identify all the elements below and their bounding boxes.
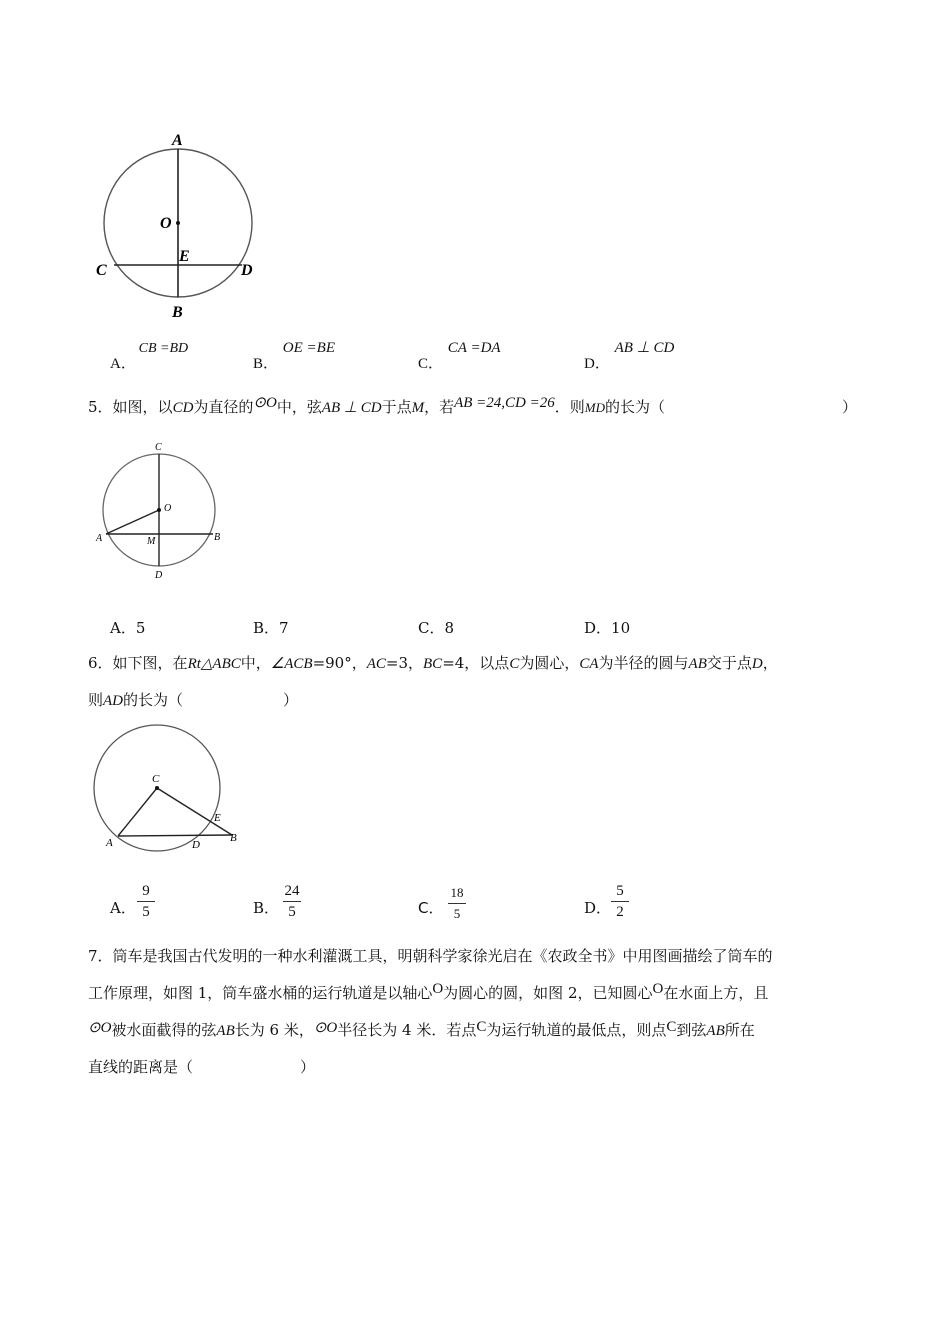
option-letter: C． bbox=[418, 356, 444, 372]
q5-math: CD bbox=[172, 400, 194, 416]
q5-math: AB =24,CD =26 bbox=[454, 395, 555, 411]
q6-text: 为圆心， bbox=[519, 654, 580, 672]
center-dot bbox=[157, 508, 161, 512]
q7-math: AB bbox=[216, 1023, 235, 1039]
center-dot bbox=[176, 221, 180, 225]
q6-text: 为半径的圆与 bbox=[598, 654, 689, 672]
q5-text: ，若 bbox=[424, 398, 455, 416]
q5-option-a[interactable] bbox=[110, 617, 145, 639]
q7-text: 长为 6 米， bbox=[234, 1021, 314, 1039]
q5-text: 的长为（ bbox=[605, 398, 666, 416]
q6-stem-line2 bbox=[88, 689, 183, 712]
numerator: 18 bbox=[450, 885, 464, 900]
figure-q5-circle bbox=[92, 438, 232, 583]
option-letter: D． bbox=[584, 356, 610, 372]
option-letter: B． bbox=[253, 899, 280, 917]
q6-option-b-fraction bbox=[277, 882, 307, 921]
fraction-bar bbox=[283, 901, 301, 902]
numerator: 9 bbox=[142, 883, 150, 899]
label-a: A bbox=[106, 837, 113, 849]
fraction-bar bbox=[448, 903, 466, 904]
q6-math: CA bbox=[579, 656, 599, 672]
option-letter: A． bbox=[110, 356, 136, 372]
q6-option-c-fraction bbox=[442, 884, 472, 923]
q6-text: =3， bbox=[385, 654, 424, 672]
q5-number: 5． bbox=[88, 398, 113, 416]
q7-line4 bbox=[88, 1056, 193, 1078]
q6-math: AC bbox=[366, 656, 386, 672]
q4-option-a[interactable] bbox=[110, 336, 190, 372]
q6-option-b[interactable] bbox=[253, 897, 279, 919]
q7-line3 bbox=[88, 1019, 755, 1042]
label-d: D bbox=[192, 839, 200, 851]
denominator: 5 bbox=[288, 904, 296, 920]
radius-oa bbox=[106, 510, 159, 534]
q6-math: C bbox=[509, 656, 520, 672]
option-expr: AB ⊥ CD bbox=[614, 340, 675, 356]
q7-text: 工作原理，如图 1，筒车盛水桶的运行轨道是以轴心 bbox=[88, 984, 433, 1002]
q5-math: M bbox=[411, 400, 425, 416]
label-c: C bbox=[152, 773, 160, 785]
q4-option-c[interactable] bbox=[418, 336, 501, 372]
option-letter: C． bbox=[418, 899, 444, 917]
q7-text: 为运行轨道的最低点，则点 bbox=[486, 1021, 667, 1039]
q5-math: AB ⊥ CD bbox=[321, 400, 382, 416]
q5-text: 为直径的 bbox=[193, 398, 254, 416]
label-b: B bbox=[214, 532, 221, 543]
fraction-bar bbox=[137, 901, 155, 902]
q6-text: 中， bbox=[240, 654, 271, 672]
segment-cb bbox=[157, 788, 232, 835]
q7-text: 直线的距离是（ bbox=[88, 1058, 194, 1076]
label-o: O bbox=[160, 215, 172, 232]
q6-text: ， bbox=[762, 654, 778, 672]
fraction-bar bbox=[611, 901, 629, 902]
q6-number: 6． bbox=[88, 654, 113, 672]
q4-option-b[interactable] bbox=[253, 336, 335, 372]
q5-text: 于点 bbox=[381, 398, 412, 416]
numerator: 5 bbox=[616, 883, 624, 899]
segment-ca bbox=[118, 788, 157, 836]
q6-text: =4，以点 bbox=[442, 654, 510, 672]
q5-math: ⊙O bbox=[253, 395, 277, 411]
q6-math: AB bbox=[688, 656, 707, 672]
figure-q4-circle bbox=[90, 125, 270, 325]
option-value: 8 bbox=[444, 619, 455, 637]
label-a: A bbox=[96, 533, 103, 544]
q5-math: MD bbox=[584, 400, 606, 415]
segment-ab bbox=[118, 835, 232, 836]
q5-text: ．则 bbox=[554, 398, 585, 416]
label-d: D bbox=[155, 570, 163, 581]
option-letter: C． bbox=[418, 619, 445, 637]
q5-stem bbox=[88, 396, 665, 419]
q6-option-d-fraction bbox=[605, 882, 635, 921]
label-a: A bbox=[172, 132, 183, 149]
figure-q6-circle bbox=[88, 722, 248, 857]
q7-math: AB bbox=[706, 1023, 725, 1039]
option-letter: D． bbox=[584, 899, 612, 917]
q7-math: O bbox=[432, 981, 444, 997]
q7-line1: 7．筒车是我国古代发明的一种水利灌溉工具，明朝科学家徐光启在《农政全书》中用图画描绘了筒车的 bbox=[88, 947, 773, 965]
q6-math: D bbox=[751, 656, 763, 672]
label-o: O bbox=[164, 503, 172, 514]
denominator: 5 bbox=[142, 904, 150, 920]
q7-close-paren: ） bbox=[300, 1058, 316, 1076]
q5-option-b[interactable] bbox=[253, 617, 289, 639]
option-expr: OE =BE bbox=[282, 340, 335, 356]
q6-text: 则 bbox=[88, 691, 104, 709]
option-letter: B． bbox=[253, 356, 279, 372]
label-m: M bbox=[147, 536, 156, 547]
option-value: 7 bbox=[279, 619, 289, 637]
option-letter: A． bbox=[110, 899, 136, 917]
option-value: 10 bbox=[611, 619, 631, 637]
numerator: 24 bbox=[284, 883, 300, 899]
label-c: C bbox=[96, 262, 107, 279]
option-letter: A． bbox=[110, 619, 136, 637]
q6-option-c[interactable] bbox=[418, 897, 443, 919]
q5-text: 中，弦 bbox=[276, 398, 322, 416]
q7-math: C bbox=[666, 1019, 677, 1035]
q6-math: ∠ACB bbox=[270, 656, 313, 672]
q7-text: 在水面上方，且 bbox=[663, 984, 769, 1002]
q4-option-d[interactable] bbox=[584, 336, 675, 372]
q6-close-paren: ） bbox=[283, 691, 299, 709]
q6-text: =90°， bbox=[312, 654, 367, 672]
label-b: B bbox=[230, 832, 237, 844]
q6-text: 交于点 bbox=[706, 654, 752, 672]
q7-text: 半径长为 4 米．若点 bbox=[337, 1021, 477, 1039]
denominator: 2 bbox=[616, 904, 624, 920]
q5-option-d[interactable] bbox=[584, 617, 630, 639]
q7-math: ⊙O bbox=[88, 1020, 112, 1036]
option-letter: D． bbox=[584, 619, 612, 637]
center-dot bbox=[155, 786, 159, 790]
q5-option-c[interactable] bbox=[418, 617, 454, 639]
option-letter: B． bbox=[253, 619, 280, 637]
option-expr: CA =DA bbox=[447, 340, 501, 356]
label-c: C bbox=[155, 442, 162, 453]
label-d: D bbox=[241, 262, 253, 279]
q7-math: ⊙O bbox=[313, 1020, 338, 1036]
q6-text: 如下图，在 bbox=[112, 654, 188, 672]
option-value: 5 bbox=[135, 619, 146, 637]
q7-line2 bbox=[88, 982, 768, 1005]
q7-math: O bbox=[652, 981, 664, 997]
denominator: 5 bbox=[453, 906, 461, 921]
q7-text: 所在 bbox=[724, 1021, 755, 1039]
q6-math: AD bbox=[103, 693, 124, 709]
q7-text: 被水面截得的弦 bbox=[111, 1021, 217, 1039]
q5-close-paren: ） bbox=[842, 398, 858, 416]
q5-text: 如图，以 bbox=[112, 398, 173, 416]
q6-option-a-fraction bbox=[131, 882, 161, 921]
q7-math: C bbox=[476, 1019, 487, 1035]
q6-stem-line1 bbox=[88, 652, 778, 675]
label-b: B bbox=[172, 304, 183, 321]
label-e: E bbox=[179, 248, 190, 265]
q6-text: 的长为（ bbox=[123, 691, 184, 709]
q6-math: BC bbox=[423, 656, 443, 672]
option-expr: CB =BD bbox=[138, 341, 189, 356]
label-e: E bbox=[214, 812, 221, 824]
q7-text: 到弦 bbox=[676, 1021, 707, 1039]
q7-text: 为圆心的圆，如图 2，已知圆心 bbox=[443, 984, 653, 1002]
q6-math: Rt△ABC bbox=[187, 656, 241, 672]
